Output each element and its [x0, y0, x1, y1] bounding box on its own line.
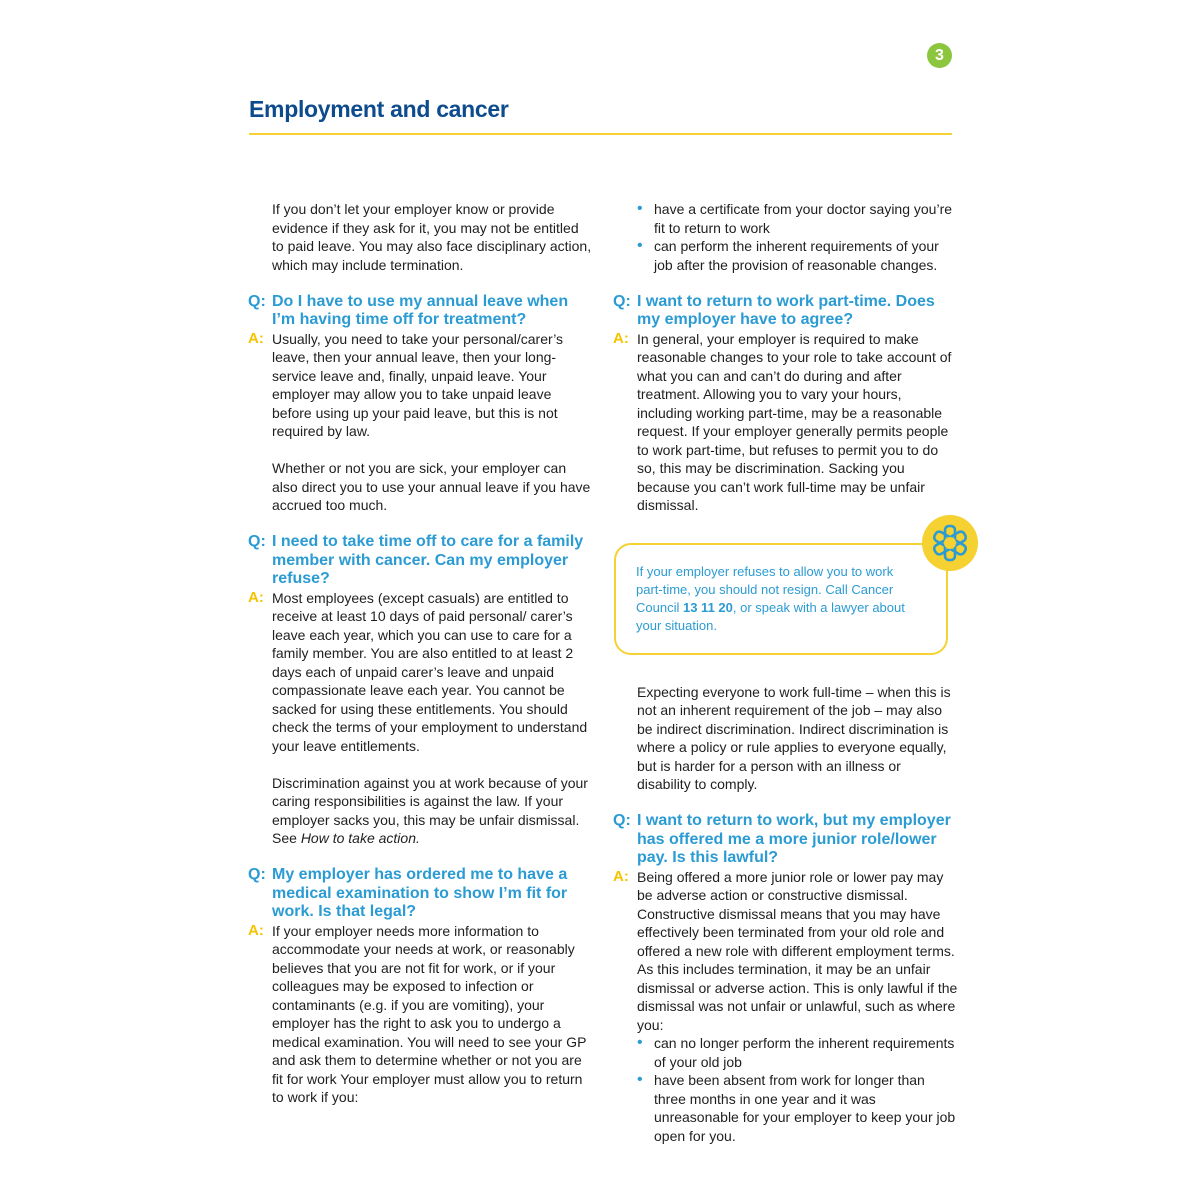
list-item: • have been absent from work for longer than three months in one year and it was unreasonable for your employer to keep your job open for you. — [637, 1071, 958, 1145]
discrimination-paragraph — [248, 774, 593, 848]
answer-tag: A: — [248, 329, 264, 347]
answer-annual-leave — [248, 330, 593, 441]
question-tag: Q: — [248, 533, 266, 550]
list-item: • can perform the inherent requirements of your job after the provision of reasonable changes. — [637, 237, 958, 274]
list-item: • can no longer perform the inherent requirements of your old job — [637, 1034, 958, 1071]
page-number-badge: 3 — [927, 43, 952, 68]
list-item: • have a certificate from your doctor saying you’re fit to return to work — [637, 200, 958, 237]
left-column — [248, 200, 593, 1125]
answer-tag: A: — [248, 588, 264, 606]
question-annual-leave — [248, 293, 593, 330]
answer-text: If your employer needs more information to accommodate your needs at work, or reasonably believes that you are not fit for work, or if your colleagues may be exposed to infection or contaminants (e.g. if you are vomiting), your employer has the right to ask you to undergo a medical examination. You will need to see your GP and ask them to determine whether or not you are fit for work Your employer must allow you to return to work if you: — [272, 922, 587, 1105]
indirect-discrimination-paragraph: Expecting everyone to work full-time – when this is not an inherent requirement of the job – may also be indirect discrimination. Indirect discrimination is where a policy or rule applies to everyone equally, but is harder for a person with an illness or disability to comply. — [637, 683, 951, 792]
asterisk-star-glyph — [930, 523, 970, 563]
answer-medical-exam — [248, 922, 593, 1107]
intro-paragraph: If you don’t let your employer know or provide evidence if they ask for it, you may not be entitled to paid leave. You may also face disciplinary action, which may include termination. — [272, 201, 592, 273]
answer-tag: A: — [248, 921, 264, 939]
answer-part-time — [613, 330, 958, 515]
answer-tag: A: — [613, 867, 629, 885]
title-divider — [249, 133, 952, 135]
lawful-dismissal-list — [637, 1034, 958, 1145]
callout-text-end: , or speak with a lawyer about your situation. — [636, 599, 905, 633]
answer-text: Being offered a more junior role or lower pay may be adverse action or constructive dismissal. Constructive dismissal means that you may have effectively been terminated from your old role and offered a new role with different employment terms. As this includes termination, it may be an unfair dismissal or adverse action. This is only lawful if the dismissal was not unfair or unlawful, such as where you: — [637, 868, 958, 1033]
question-text: I need to take time off to care for a family member with cancer. Can my employer refuse? — [272, 533, 584, 587]
answer-junior-role — [613, 868, 958, 1146]
answer-text: In general, your employer is required to make reasonable changes to your role to take account of what you can and can’t do during and after treatment. Allowing you to vary your hours, including working part-time, may be a reasonable request. If your employer generally permits people to work part-time, but refuses to permit you to do so, this may be discrimination. Sacking you because you can’t work full-time may be unfair dismissal. — [637, 330, 952, 513]
return-conditions-list — [613, 200, 958, 274]
question-tag: Q: — [248, 292, 266, 310]
answer-carer-leave — [248, 589, 593, 756]
question-part-time — [613, 293, 958, 330]
answer-text: Usually, you need to take your personal/carer’s leave, then your annual leave, then your long-service leave and, finally, unpaid leave. Your employer may allow you to take unpaid leave before using up your paid leave, but this is not required by law. — [272, 330, 564, 439]
question-text: Do I have to use my annual leave when I’m having time off for treatment? — [272, 292, 569, 328]
right-column — [613, 200, 958, 1145]
discrimination-text: Discrimination against you at work because of your caring responsibilities is against the law. If your employer sacks you, this may be unfair dismissal. See — [272, 774, 588, 846]
question-junior-role — [613, 812, 958, 868]
question-medical-exam — [248, 866, 593, 922]
question-text: I want to return to work, but my employer has offered me a more junior role/lower pay. Is this lawful? — [637, 812, 951, 866]
answer-text: Most employees (except casuals) are entitled to receive at least 10 days of paid personal/ carer’s leave each year, which you can use to care for a family member. You are also entitled to at least 2 days each of unpaid carer’s leave and unpaid compassionate leave each year. You cannot be sacked for using these entitlements. You should check the terms of your employment to understand your leave entitlements. — [272, 589, 588, 754]
callout-text: If your employer refuses to allow you to work part-time, you should not resign. Call Cancer Council — [636, 563, 894, 615]
page-title: Employment and cancer — [249, 96, 509, 122]
answer-tag: A: — [613, 329, 629, 347]
question-carer-leave — [248, 533, 593, 589]
question-tag: Q: — [613, 292, 631, 310]
how-to-take-action-reference: How to take action. — [300, 830, 420, 846]
question-tag: Q: — [613, 812, 631, 829]
question-tag: Q: — [248, 866, 266, 883]
question-text: My employer has ordered me to have a medical examination to show I’m fit for work. Is that legal? — [272, 866, 568, 920]
cancer-council-phone: 13 11 20 — [682, 599, 733, 615]
asterisk-star-icon — [922, 515, 978, 571]
annual-leave-paragraph: Whether or not you are sick, your employer can also direct you to use your annual leave if you have accrued too much. — [272, 460, 591, 513]
question-text: I want to return to work part-time. Does my employer have to agree? — [637, 292, 935, 328]
tip-callout — [614, 543, 948, 655]
